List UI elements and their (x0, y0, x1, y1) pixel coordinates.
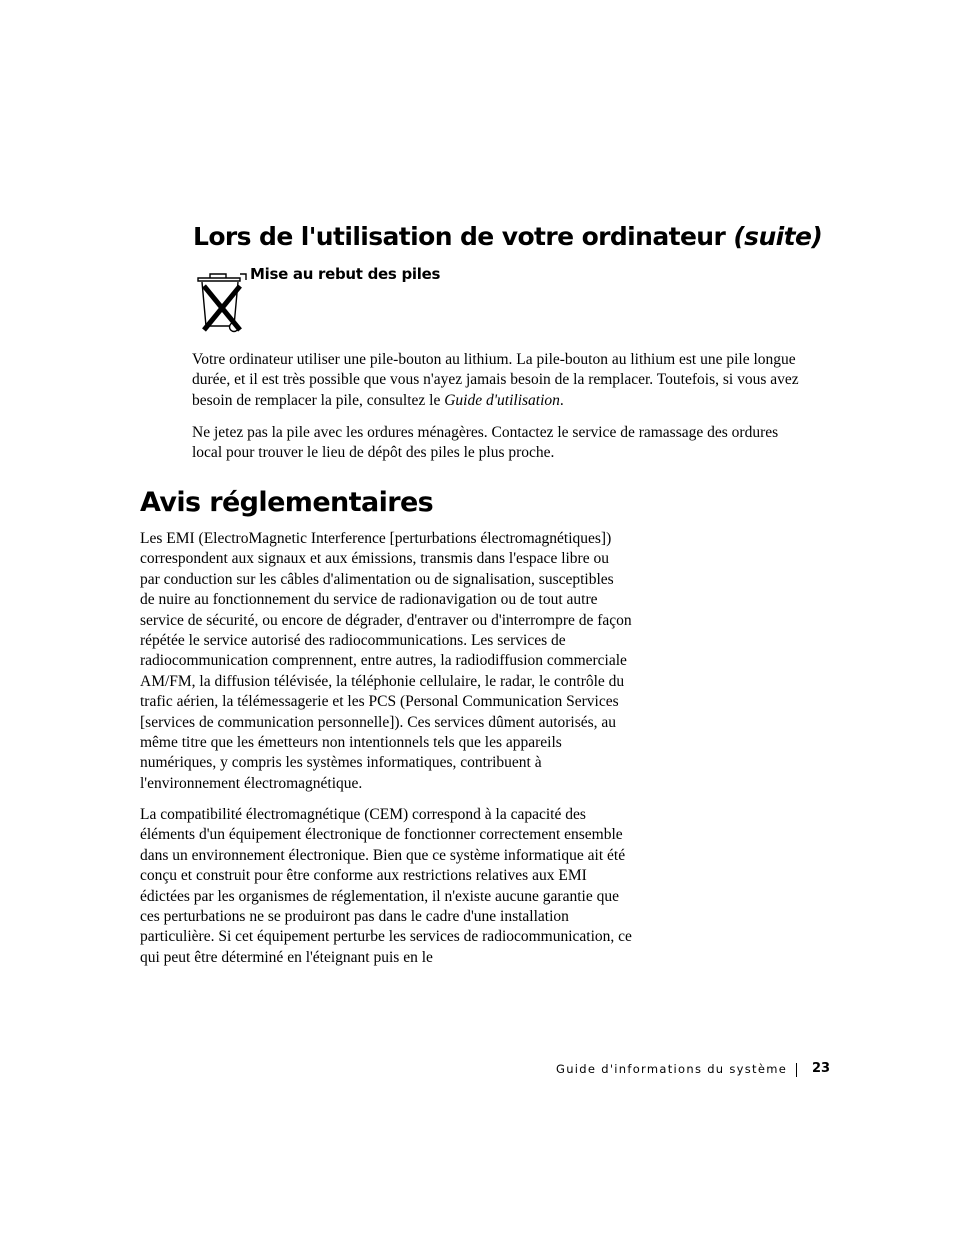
battery-paragraph-1 (192, 350, 807, 411)
page-number: 23 (812, 1061, 831, 1076)
battery-paragraph-1-end: . (559, 391, 564, 409)
regulatory-heading: Avis réglementaires (140, 487, 434, 518)
regulatory-paragraph-2: La compatibilité électromagnétique (CEM) correspond à la capacité des éléments d'un équipement électronique de fonctionner correctement ensemble dans un environnement électronique. Bien que ce système informatique ait été conçu et construit pour être conforme aux restrictions relatives aux EMI édictées par les organismes de réglementation, il n'existe aucune garantie que ces perturbations ne se produiront pas dans le cadre d'une installation particulière. Si cet équipement perturbe les services de radiocommunication, ce qui peut être déterminé en l'éteignant puis en le (140, 806, 632, 966)
guide-reference: Guide d'utilisation (444, 391, 560, 409)
battery-paragraph-2: Ne jetez pas la pile avec les ordures ménagères. Contactez le service de ramassage des ordures local pour trouver le lieu de dépôt des piles le plus proche. (192, 424, 779, 462)
crossed-out-wheelie-bin-icon (196, 266, 248, 336)
section-title-suffix: (suite) (733, 222, 823, 251)
footer-separator (796, 1063, 797, 1077)
regulatory-paragraph-1: Les EMI (ElectroMagnetic Interference [perturbations électromagnétiques]) correspondent aux signaux et aux émissions, transmis dans l'espace libre ou par conduction sur les câbles d'alimentation ou de signalisation, susceptibles de nuire au fonctionnement du service de radionavigation ou de tout autre service de sécurité, ou encore de dégrader, d'entraver ou d'interrompre de façon répétée le service autorisé des radiocommunications. Les services de radiocommunication comprennent, entre autres, la radiodiffusion commerciale AM/FM, la diffusion télévisée, la téléphonie cellulaire, le radar, le contrôle du trafic aérien, la télémessagerie et les PCS (Personal Communication Services [services de communication personnelle]). Ces services dûment autorisés, au même titre que les émetteurs non intentionnels tels que les appareils numériques, y compris les systèmes informatiques, contribuent à l'environnement électromagnétique. (140, 530, 632, 792)
battery-paragraph-1-text: Votre ordinateur utiliser une pile-bouton au lithium. La pile-bouton au lithium est une pile longue durée, et il est très possible que vous n'ayez jamais besoin de la remplacer. Toutefois, si vous avez besoin de remplacer la pile, consultez le (192, 351, 799, 409)
footer-label: Guide d'informations du système (556, 1062, 788, 1076)
section-title (193, 222, 822, 251)
section-title-text: Lors de l'utilisation de votre ordinateur (193, 222, 726, 251)
subsection-title: Mise au rebut des piles (250, 265, 441, 283)
